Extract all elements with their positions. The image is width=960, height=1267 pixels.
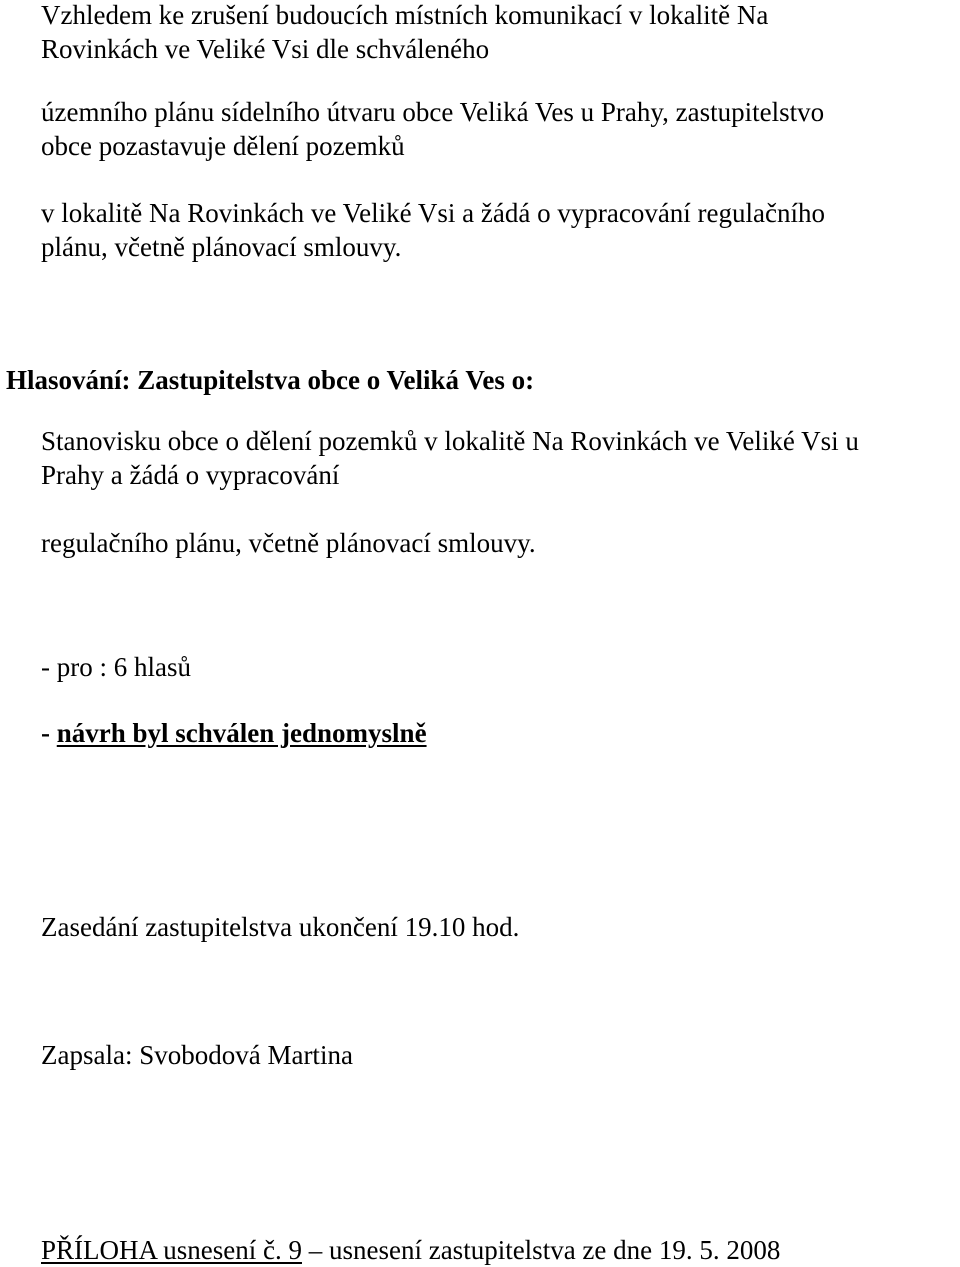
paragraph-3-line-1: v lokalitě Na Rovinkách ve Veliké Vsi a žádá o vypracování regulačního <box>41 198 826 228</box>
appendix-line <box>41 1233 780 1267</box>
vote-result-approved: návrh byl schválen jednomyslně <box>56 718 427 748</box>
vote-result-dash: - <box>41 718 57 748</box>
paragraph-1-line-2: Rovinkách ve Veliké Vsi dle schváleného <box>41 34 490 64</box>
vote-subject-line-3: regulačního plánu, včetně plánovací smlouvy. <box>41 528 536 558</box>
vote-subject-line-1: Stanovisku obce o dělení pozemků v lokalitě Na Rovinkách ve Veliké Vsi u <box>41 426 859 456</box>
paragraph-3-line-2: plánu, včetně plánovací smlouvy. <box>41 232 402 262</box>
recorded-by: Zapsala: Svobodová Martina <box>41 1040 353 1070</box>
vote-result <box>41 716 427 750</box>
paragraph-1 <box>41 0 768 66</box>
appendix-prefix: PŘÍLOHA usnesení č. 9 <box>41 1235 302 1265</box>
paragraph-3 <box>41 196 825 264</box>
appendix-suffix: – usnesení zastupitelstva ze dne 19. 5. 2008 <box>301 1235 781 1265</box>
vote-subject-line-2: Prahy a žádá o vypracování <box>41 460 340 490</box>
vote-pro-count: - pro : 6 hlasů <box>41 652 191 682</box>
paragraph-1-line-1: Vzhledem ke zrušení budoucích místních komunikací v lokalitě Na <box>41 0 769 30</box>
vote-subject <box>41 424 859 492</box>
paragraph-2 <box>41 95 824 163</box>
paragraph-2-line-1: územního plánu sídelního útvaru obce Veliká Ves u Prahy, zastupitelstvo <box>41 97 825 127</box>
paragraph-2-line-2: obce pozastavuje dělení pozemků <box>41 131 405 161</box>
vote-heading: Hlasování: Zastupitelstva obce o Veliká Ves o: <box>6 365 535 395</box>
meeting-end: Zasedání zastupitelstva ukončení 19.10 hod. <box>41 912 520 942</box>
